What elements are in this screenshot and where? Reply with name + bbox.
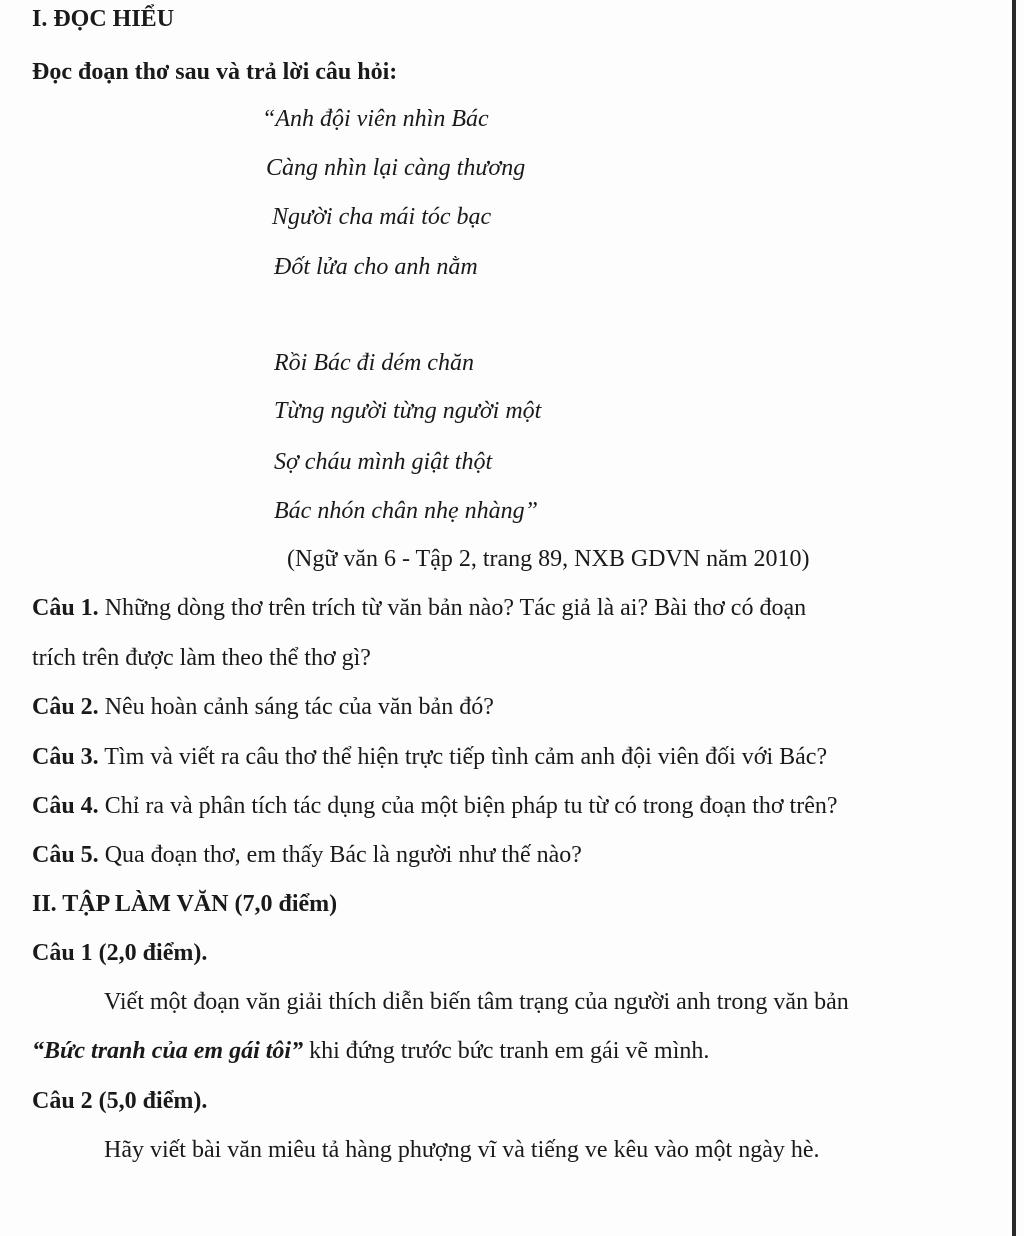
work-title: “Bức tranh của em gái tôi”	[32, 1038, 304, 1064]
question-text: Những dòng thơ trên trích từ văn bản nào? Tác giả là ai? Bài thơ có đoạn	[98, 595, 807, 621]
essay-question-1-label: Câu 1 (2,0 điểm).	[32, 940, 208, 966]
question-1	[32, 593, 806, 623]
question-label: Câu 5.	[32, 842, 99, 868]
question-text: Qua đoạn thơ, em thấy Bác là người như thế nào?	[98, 842, 582, 868]
poem-line: Bác nhón chân nhẹ nhàng”	[274, 498, 538, 524]
reading-instruction: Đọc đoạn thơ sau và trả lời câu hỏi:	[32, 59, 398, 85]
essay-question-2-label: Câu 2 (5,0 điểm).	[32, 1088, 208, 1114]
essay-question-text: khi đứng trước bức tranh em gái vẽ mình.	[303, 1038, 710, 1064]
essay-question-2-text: Hãy viết bài văn miêu tả hàng phượng vĩ và tiếng ve kêu vào một ngày hè.	[104, 1137, 820, 1163]
question-5	[32, 840, 582, 870]
essay-question-1-text: Viết một đoạn văn giải thích diễn biến tâm trạng của người anh trong văn bản	[104, 989, 849, 1015]
question-3	[32, 742, 827, 772]
page-border-line	[1012, 0, 1016, 1236]
question-label: Câu 2.	[32, 694, 99, 720]
poem-line: “Anh đội viên nhìn Bác	[262, 106, 489, 132]
question-4	[32, 791, 838, 821]
poem-line: Đốt lửa cho anh nằm	[274, 254, 478, 280]
poem-line: Càng nhìn lại càng thương	[266, 155, 526, 181]
poem-line: Sợ cháu mình giật thột	[274, 449, 493, 475]
question-text: Chỉ ra và phân tích tác dụng của một biện pháp tu từ có trong đoạn thơ trên?	[98, 793, 838, 819]
question-label: Câu 1.	[32, 595, 99, 621]
question-text: Nêu hoàn cảnh sáng tác của văn bản đó?	[98, 694, 494, 720]
poem-source: (Ngữ văn 6 - Tập 2, trang 89, NXB GDVN năm 2010)	[287, 546, 810, 572]
question-2	[32, 692, 494, 722]
section-1-title: I. ĐỌC HIỂU	[32, 6, 175, 32]
poem-line: Rồi Bác đi dém chăn	[274, 350, 474, 376]
question-label: Câu 4.	[32, 793, 99, 819]
question-1-continued: trích trên được làm theo thể thơ gì?	[32, 645, 371, 671]
section-2-title: II. TẬP LÀM VĂN (7,0 điểm)	[32, 891, 338, 917]
poem-line: Người cha mái tóc bạc	[272, 204, 492, 230]
poem-line: Từng người từng người một	[274, 398, 542, 424]
question-label: Câu 3.	[32, 744, 99, 770]
essay-question-1-continued	[32, 1036, 709, 1066]
question-text: Tìm và viết ra câu thơ thể hiện trực tiếp tình cảm anh đội viên đối với Bác?	[98, 744, 828, 770]
